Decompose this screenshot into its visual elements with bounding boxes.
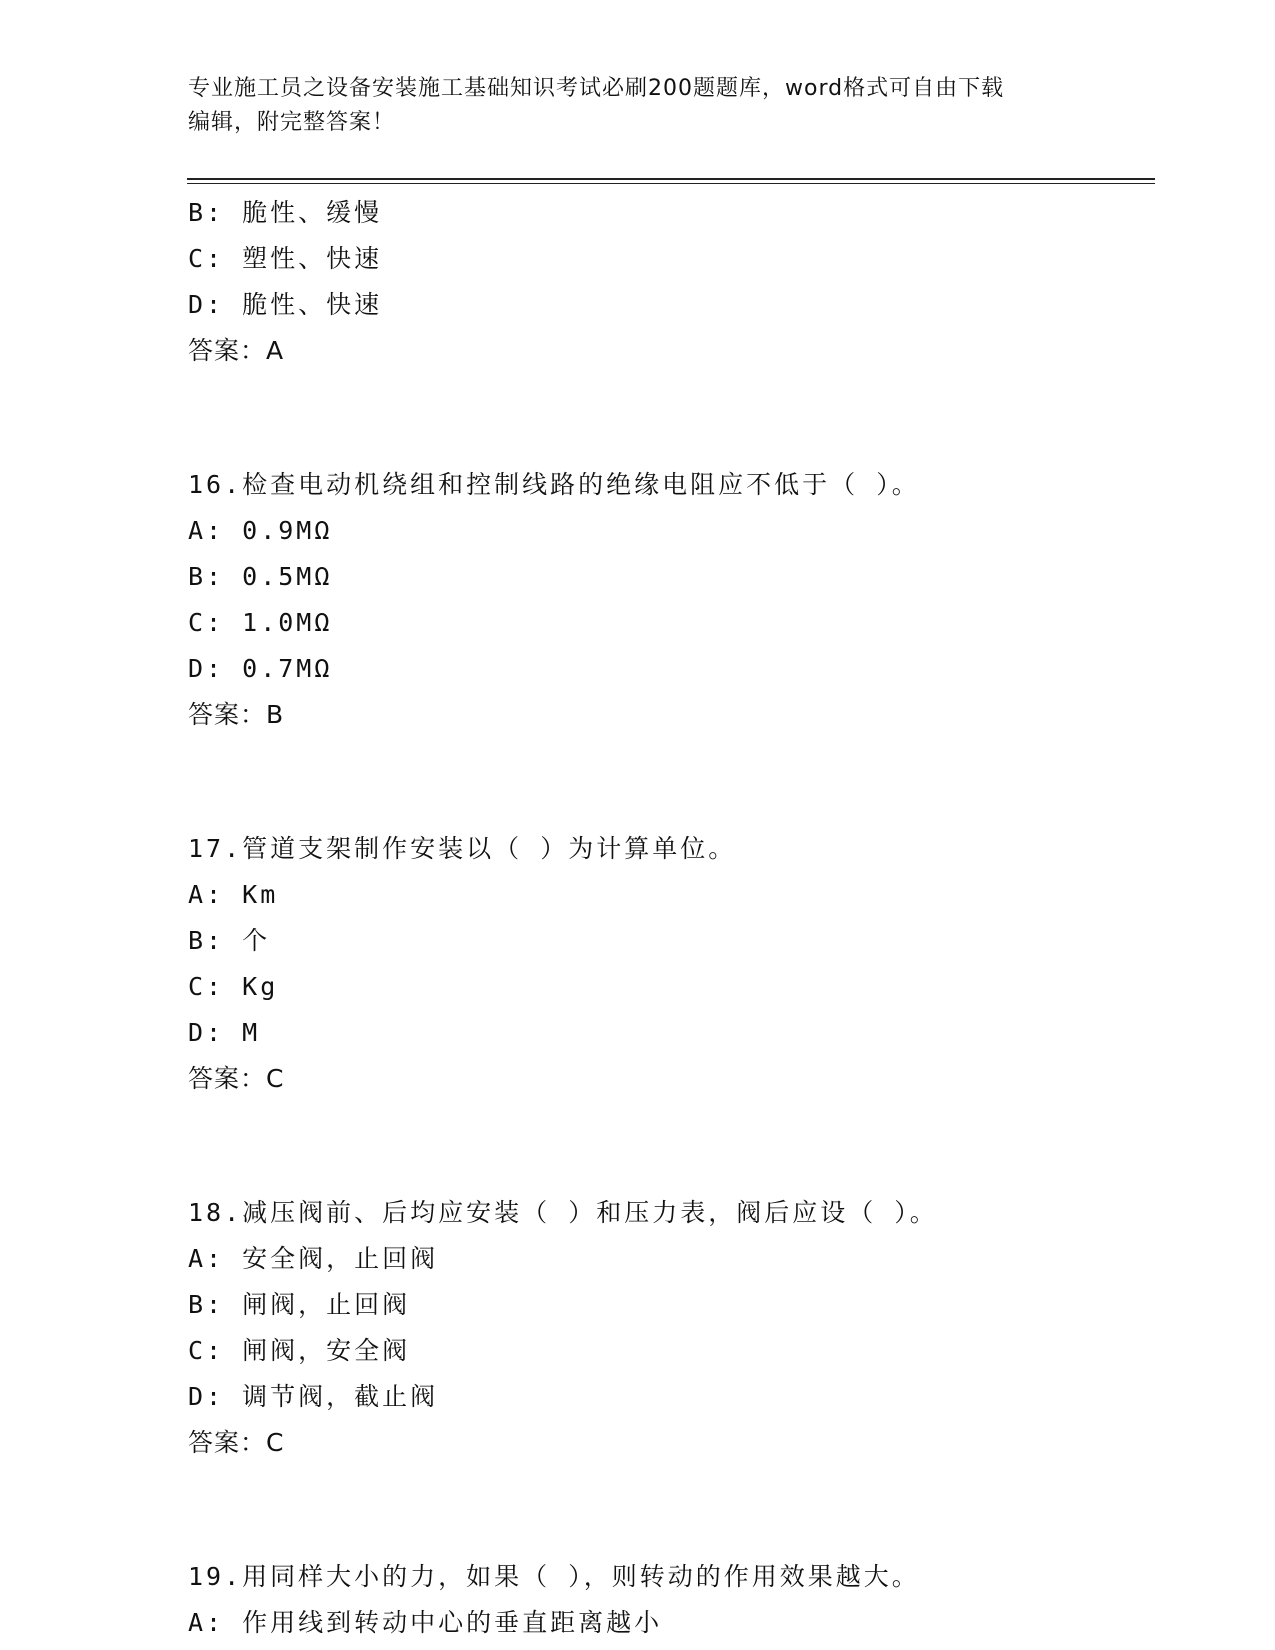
answer-label: 答案：A xyxy=(188,336,285,365)
option-b: B: 闸阀，止回阀 xyxy=(188,1290,411,1319)
question-list xyxy=(188,190,1128,1646)
spacer xyxy=(188,374,1128,462)
answer-label: 答案：C xyxy=(188,1064,285,1093)
option-c: C: 1.0MΩ xyxy=(188,608,333,637)
option-a: A: Km xyxy=(188,880,279,909)
option-a: A: 安全阀，止回阀 xyxy=(188,1244,439,1273)
question-19 xyxy=(188,1554,1128,1646)
header-line-2: 编辑，附完整答案！ xyxy=(188,110,396,135)
spacer xyxy=(188,738,1128,826)
option-d: D: M xyxy=(188,1018,261,1047)
question-18 xyxy=(188,1190,1128,1466)
question-16 xyxy=(188,462,1128,738)
header-divider-thick xyxy=(187,178,1155,180)
question-15-continuation xyxy=(188,190,1128,374)
spacer xyxy=(188,1102,1128,1190)
answer-label: 答案：C xyxy=(188,1428,285,1457)
option-c: C: 闸阀，安全阀 xyxy=(188,1336,411,1365)
header-line-1: 专业施工员之设备安装施工基础知识考试必刷200题题库，word格式可自由下载 xyxy=(188,76,1005,101)
question-17 xyxy=(188,826,1128,1102)
option-b: B: 脆性、缓慢 xyxy=(188,198,383,227)
question-stem: 19.用同样大小的力，如果（ ），则转动的作用效果越大。 xyxy=(188,1562,920,1591)
option-d: D: 0.7MΩ xyxy=(188,654,333,683)
question-stem: 17.管道支架制作安装以（ ）为计算单位。 xyxy=(188,834,737,863)
option-b: B: 个 xyxy=(188,926,271,955)
answer-label: 答案：B xyxy=(188,700,285,729)
option-a: A: 作用线到转动中心的垂直距离越小 xyxy=(188,1608,663,1637)
document-header xyxy=(188,72,1088,140)
question-stem: 18.减压阀前、后均应安装（ ）和压力表，阀后应设（ ）。 xyxy=(188,1198,938,1227)
option-d: D: 脆性、快速 xyxy=(188,290,383,319)
option-c: C: 塑性、快速 xyxy=(188,244,383,273)
option-a: A: 0.9MΩ xyxy=(188,516,333,545)
header-divider-thin xyxy=(187,183,1155,184)
question-stem: 16.检查电动机绕组和控制线路的绝缘电阻应不低于（ ）。 xyxy=(188,470,920,499)
option-c: C: Kg xyxy=(188,972,279,1001)
spacer xyxy=(188,1466,1128,1554)
option-b: B: 0.5MΩ xyxy=(188,562,333,591)
option-d: D: 调节阀，截止阀 xyxy=(188,1382,439,1411)
